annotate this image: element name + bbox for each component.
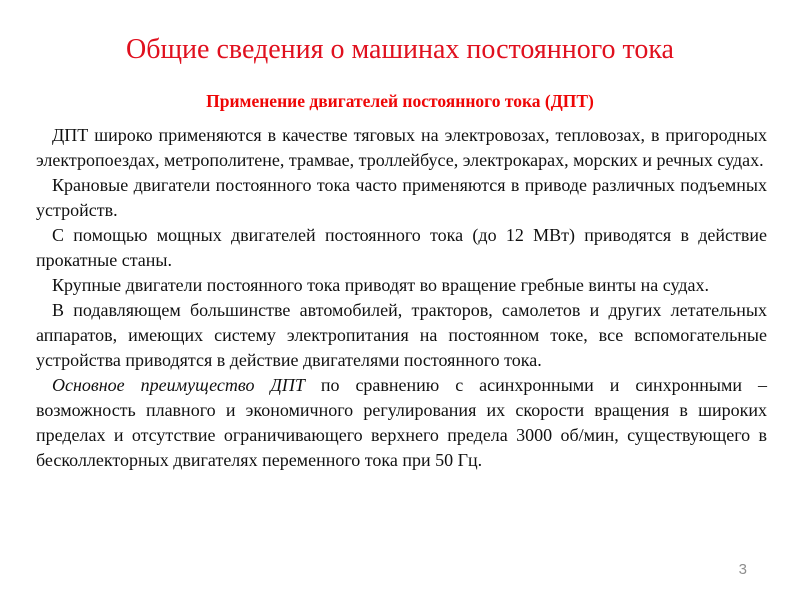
- paragraph-text: по сравнению с асинхронными и синхронными – возможность плавного и экономичного регулирования их скорости вращения в широких пределах и отсутствие ограничивающего верхнего предела 3000 об/мин, существующего в бесколлекторных двигателях переменного тока при 50 Гц.: [36, 375, 767, 470]
- paragraph-text: С помощью мощных двигателей постоянного тока (до 12 МВт) приводятся в действие прокатные станы.: [36, 225, 767, 270]
- page-number: 3: [738, 561, 747, 578]
- slide-subtitle: Применение двигателей постоянного тока (ДПТ): [206, 91, 594, 111]
- paragraph: [36, 298, 767, 373]
- paragraph-lead: Основное преимущество ДПТ: [52, 375, 305, 395]
- paragraph: [36, 223, 767, 273]
- paragraph: [36, 273, 767, 298]
- slide-body: [36, 123, 767, 473]
- paragraph-text: Крановые двигатели постоянного тока часто применяются в приводе различных подъемных устройств.: [36, 175, 767, 220]
- paragraph-text: ДПТ широко применяются в качестве тяговых на электровозах, тепловозах, в пригородных электропоездах, метрополитене, трамвае, троллейбусе, электрокарах, морских и речных судах.: [36, 125, 767, 170]
- paragraph: [36, 123, 767, 173]
- paragraph-text: В подавляющем большинстве автомобилей, тракторов, самолетов и других летательных аппаратов, имеющих систему электропитания на постоянном токе, все вспомогательные устройства приводятся в действие двигателями постоянного тока.: [36, 300, 767, 370]
- paragraph: [36, 173, 767, 223]
- slide-title: Общие сведения о машинах постоянного тока: [126, 34, 674, 65]
- paragraph: [36, 373, 767, 473]
- paragraph-text: Крупные двигатели постоянного тока приводят во вращение гребные винты на судах.: [52, 275, 709, 295]
